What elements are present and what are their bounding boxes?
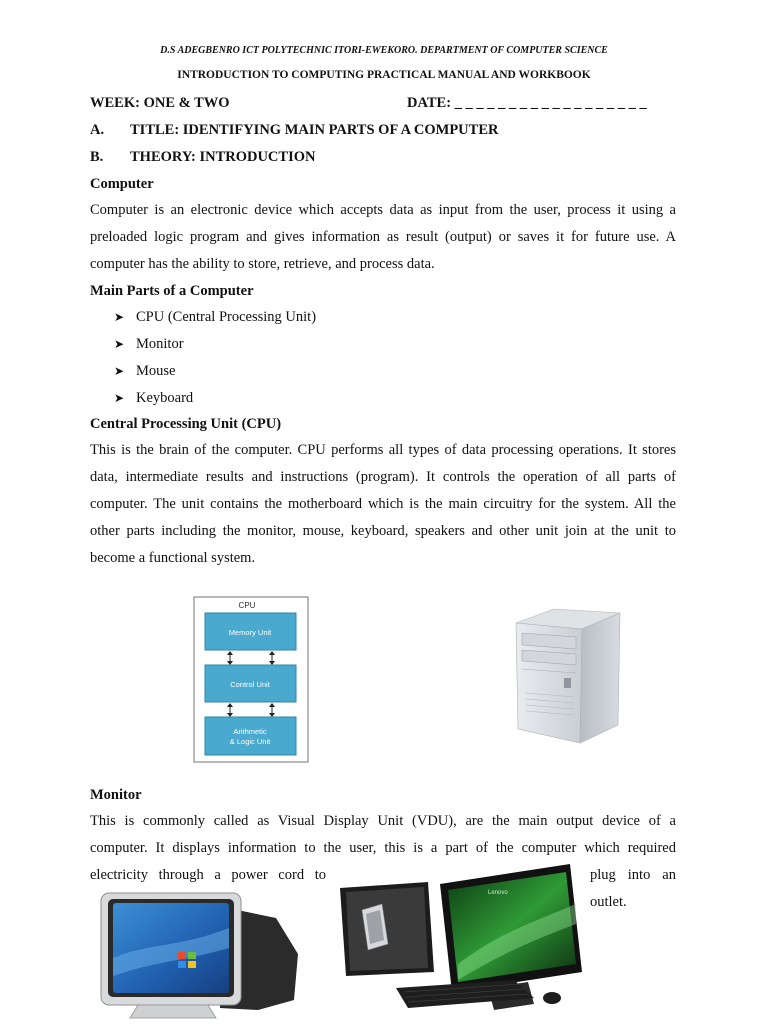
list-item: ➤ CPU (Central Processing Unit): [114, 304, 316, 331]
section-a-title: [90, 122, 498, 139]
monitor-line3-right: plug into an: [590, 867, 676, 883]
list-item: ➤ Keyboard: [114, 385, 316, 412]
paragraph-line: preloaded logic program and gives information as result (output) or saves it for future use. A: [90, 229, 676, 245]
section-b-label: B.: [90, 149, 104, 165]
cpu-heading: Central Processing Unit (CPU): [90, 416, 282, 432]
monitor-paragraph: [90, 808, 676, 862]
computer-paragraph: [90, 197, 676, 278]
alu-label-line1: Arithmetic: [233, 727, 267, 736]
arrow-bullet-icon: ➤: [114, 337, 125, 351]
monitor-line3-left: electricity through a power cord to: [90, 867, 326, 883]
control-unit-label: Control Unit: [230, 680, 270, 689]
diagram-title: CPU: [238, 601, 256, 610]
crt-monitor-image: [98, 888, 304, 1020]
alu-box: [205, 717, 296, 755]
date-field: DATE: _ _ _ _ _ _ _ _ _ _ _ _ _ _ _ _ _ _: [407, 95, 647, 111]
paragraph-line: computer. The unit contains the motherboard which is the main circuitry for the system. All the: [90, 496, 676, 512]
section-b-title: [90, 149, 315, 166]
paragraph-line: become a functional system.: [90, 550, 256, 566]
paragraph-line: This is commonly called as Visual Display Unit (VDU), are the main output device of a: [90, 813, 676, 829]
arrow-bullet-icon: ➤: [114, 310, 125, 324]
list-item: ➤ Mouse: [114, 358, 316, 385]
institution-header: D.S ADEGBENRO ICT POLYTECHNIC ITORI-EWEKORO. DEPARTMENT OF COMPUTER SCIENCE: [160, 45, 608, 56]
cpu-block-diagram: [192, 596, 310, 764]
section-a-label: A.: [90, 122, 105, 138]
list-item: ➤ Monitor: [114, 331, 316, 358]
desktop-set-image: [338, 864, 588, 1020]
cpu-tower-image: [508, 603, 626, 749]
alu-label-line2: & Logic Unit: [229, 737, 271, 746]
monitor-heading: Monitor: [90, 787, 142, 803]
section-a-text: TITLE: IDENTIFYING MAIN PARTS OF A COMPUTER: [130, 122, 499, 138]
computer-heading: Computer: [90, 176, 154, 192]
section-b-text: THEORY: INTRODUCTION: [130, 149, 316, 165]
paragraph-line: computer has the ability to store, retrieve, and process data.: [90, 256, 435, 272]
paragraph-line: Computer is an electronic device which accepts data as input from the user, process it using a: [90, 202, 676, 218]
monitor-line4-right: outlet.: [590, 894, 627, 910]
paragraph-line: computer. It displays information to the user, this is a part of the computer which required: [90, 840, 676, 856]
paragraph-line: This is the brain of the computer. CPU performs all types of data processing operations. It stores: [90, 442, 676, 458]
week-label: WEEK: ONE & TWO: [90, 95, 230, 111]
paragraph-line: other parts including the monitor, mouse, keyboard, speakers and other unit join at the unit to: [90, 523, 676, 539]
manual-title: INTRODUCTION TO COMPUTING PRACTICAL MANUAL AND WORKBOOK: [177, 69, 591, 81]
cpu-paragraph: [90, 437, 676, 572]
arrow-bullet-icon: ➤: [114, 391, 125, 405]
brand-label: Lenovo: [488, 890, 508, 896]
arrow-bullet-icon: ➤: [114, 364, 125, 378]
main-parts-heading: Main Parts of a Computer: [90, 283, 254, 299]
main-parts-list: [114, 304, 316, 412]
memory-unit-label: Memory Unit: [228, 628, 272, 637]
paragraph-line: data, intermediate results and instructions (program). It controls the operation of all parts of: [90, 469, 676, 485]
